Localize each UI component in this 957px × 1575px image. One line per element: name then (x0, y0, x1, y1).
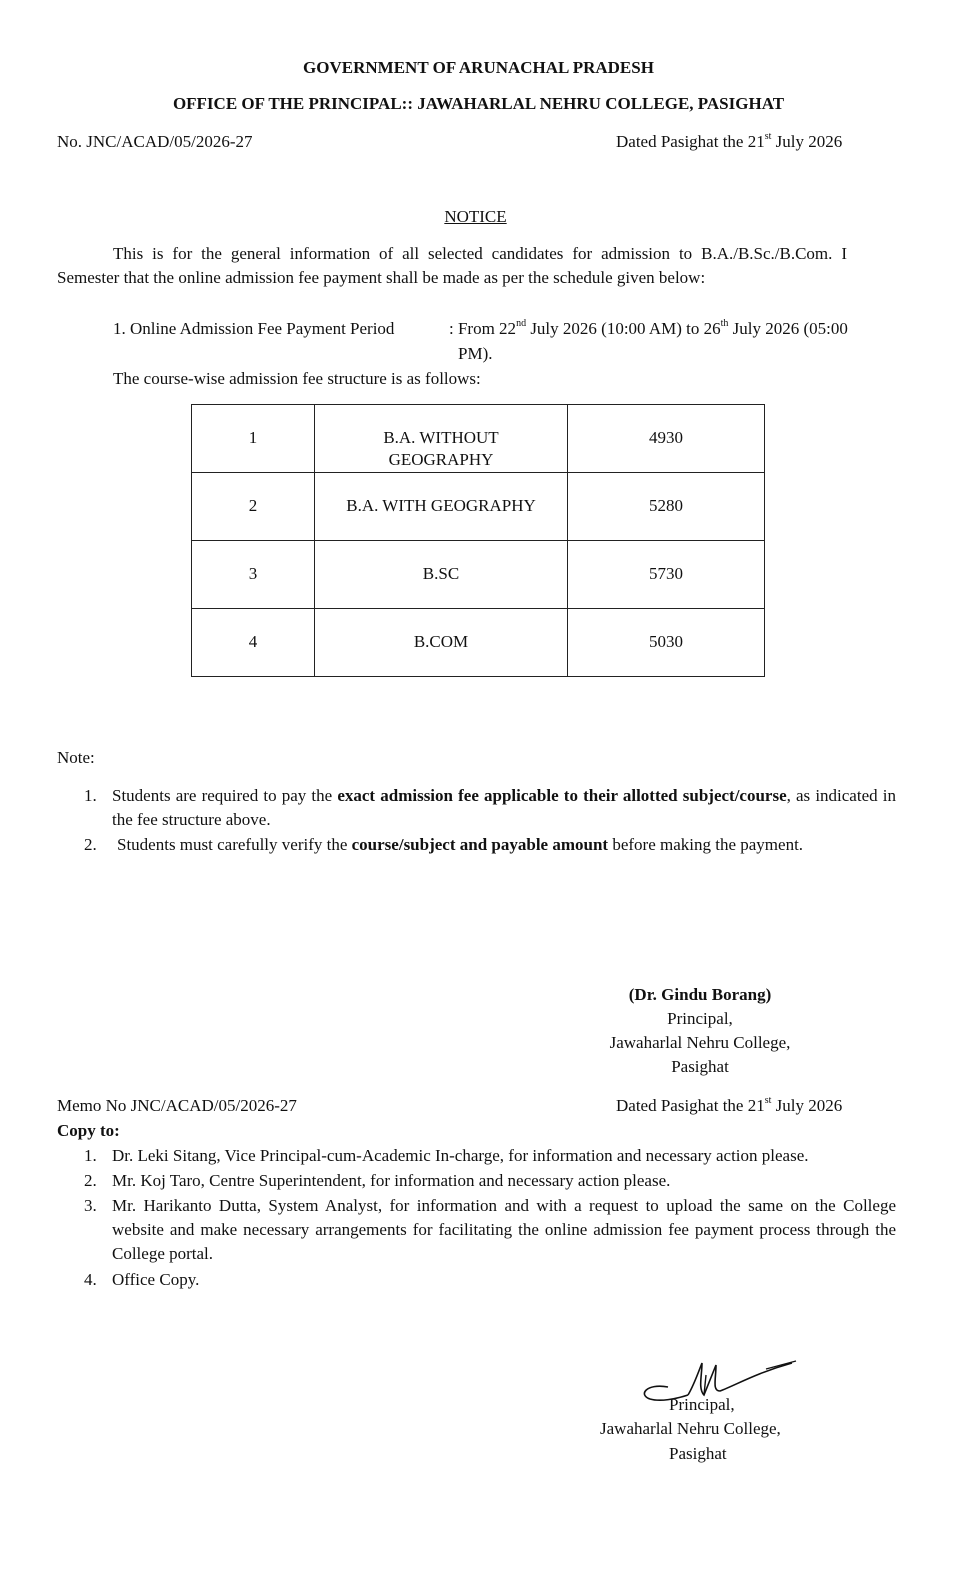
notice-title: NOTICE (444, 207, 507, 226)
notice-intro: This is for the general information of all selected candidates for admission to B.A./B.Sc./B.Com. I Semester that the online admission fee payment shall be made as per the schedule given below: (57, 244, 847, 287)
signatory-name: (Dr. Gindu Borang) (628, 985, 772, 1004)
table-row (192, 541, 765, 609)
payment-period-cont: PM). (458, 344, 493, 363)
signatory-designation: Principal, (667, 1009, 733, 1028)
table-cell-sl: 1 (192, 405, 315, 473)
table-cell-course: B.A. WITHOUT GEOGRAPHY (315, 405, 568, 473)
fee-table (191, 404, 765, 677)
footer-designation: Principal, (669, 1395, 735, 1414)
table-row (192, 405, 765, 473)
footer-place: Pasighat (669, 1444, 727, 1463)
signatory-college: Jawaharlal Nehru College, (609, 1033, 791, 1052)
govt-heading: GOVERNMENT OF ARUNACHAL PRADESH (303, 58, 654, 77)
table-row (192, 473, 765, 541)
footer-college: Jawaharlal Nehru College, (600, 1419, 781, 1438)
office-heading: OFFICE OF THE PRINCIPAL:: JAWAHARLAL NEHRU COLLEGE, PASIGHAT (172, 94, 785, 113)
copy-number: 1. (84, 1146, 97, 1165)
copy-number: 2. (84, 1171, 97, 1190)
copy-item: Mr. Koj Taro, Centre Superintendent, for information and necessary action please. (112, 1171, 671, 1190)
note-item: Students must carefully verify the course/subject and payable amount before making the payment. (117, 835, 804, 854)
memo-number: Memo No JNC/ACAD/05/2026-27 (57, 1096, 297, 1115)
copy-item: Office Copy. (112, 1270, 200, 1289)
note-label: Note: (57, 748, 95, 767)
note-item: Students are required to pay the exact admission fee applicable to their allotted subject/course, as indicated in the fee structure above. (112, 786, 896, 829)
payment-period-label: 1. Online Admission Fee Payment Period (113, 319, 395, 338)
table-cell-fee: 4930 (568, 405, 765, 473)
copy-number: 3. (84, 1196, 97, 1215)
table-cell-course: B.A. WITH GEOGRAPHY (315, 473, 568, 541)
note-number: 1. (84, 786, 97, 805)
table-row (192, 609, 765, 677)
table-cell-course: B.SC (315, 541, 568, 609)
payment-period-value: : From 22nd July 2026 (10:00 AM) to 26th July 2026 (05:00 (449, 318, 848, 338)
memo-date: Dated Pasighat the 21st July 2026 (616, 1095, 843, 1115)
table-cell-fee: 5730 (568, 541, 765, 609)
note-number: 2. (84, 835, 97, 854)
copy-item: Dr. Leki Sitang, Vice Principal-cum-Academic In-charge, for information and necessary action please. (112, 1146, 809, 1165)
table-cell-sl: 4 (192, 609, 315, 677)
fee-structure-intro: The course-wise admission fee structure is as follows: (113, 369, 481, 388)
ref-number: No. JNC/ACAD/05/2026-27 (57, 132, 253, 151)
table-cell-sl: 3 (192, 541, 315, 609)
table-cell-sl: 2 (192, 473, 315, 541)
issue-date: Dated Pasighat the 21st July 2026 (616, 131, 843, 151)
copy-to-label: Copy to: (57, 1121, 120, 1140)
copy-item: Mr. Harikanto Dutta, System Analyst, for information and with a request to upload the same on the College website and make necessary arrangements for facilitating the online admission fee payment process through the College portal. (112, 1196, 896, 1263)
signatory-place: Pasighat (671, 1057, 729, 1076)
table-cell-fee: 5030 (568, 609, 765, 677)
table-cell-fee: 5280 (568, 473, 765, 541)
signatory-block (570, 983, 830, 1079)
table-cell-course: B.COM (315, 609, 568, 677)
copy-number: 4. (84, 1270, 97, 1289)
